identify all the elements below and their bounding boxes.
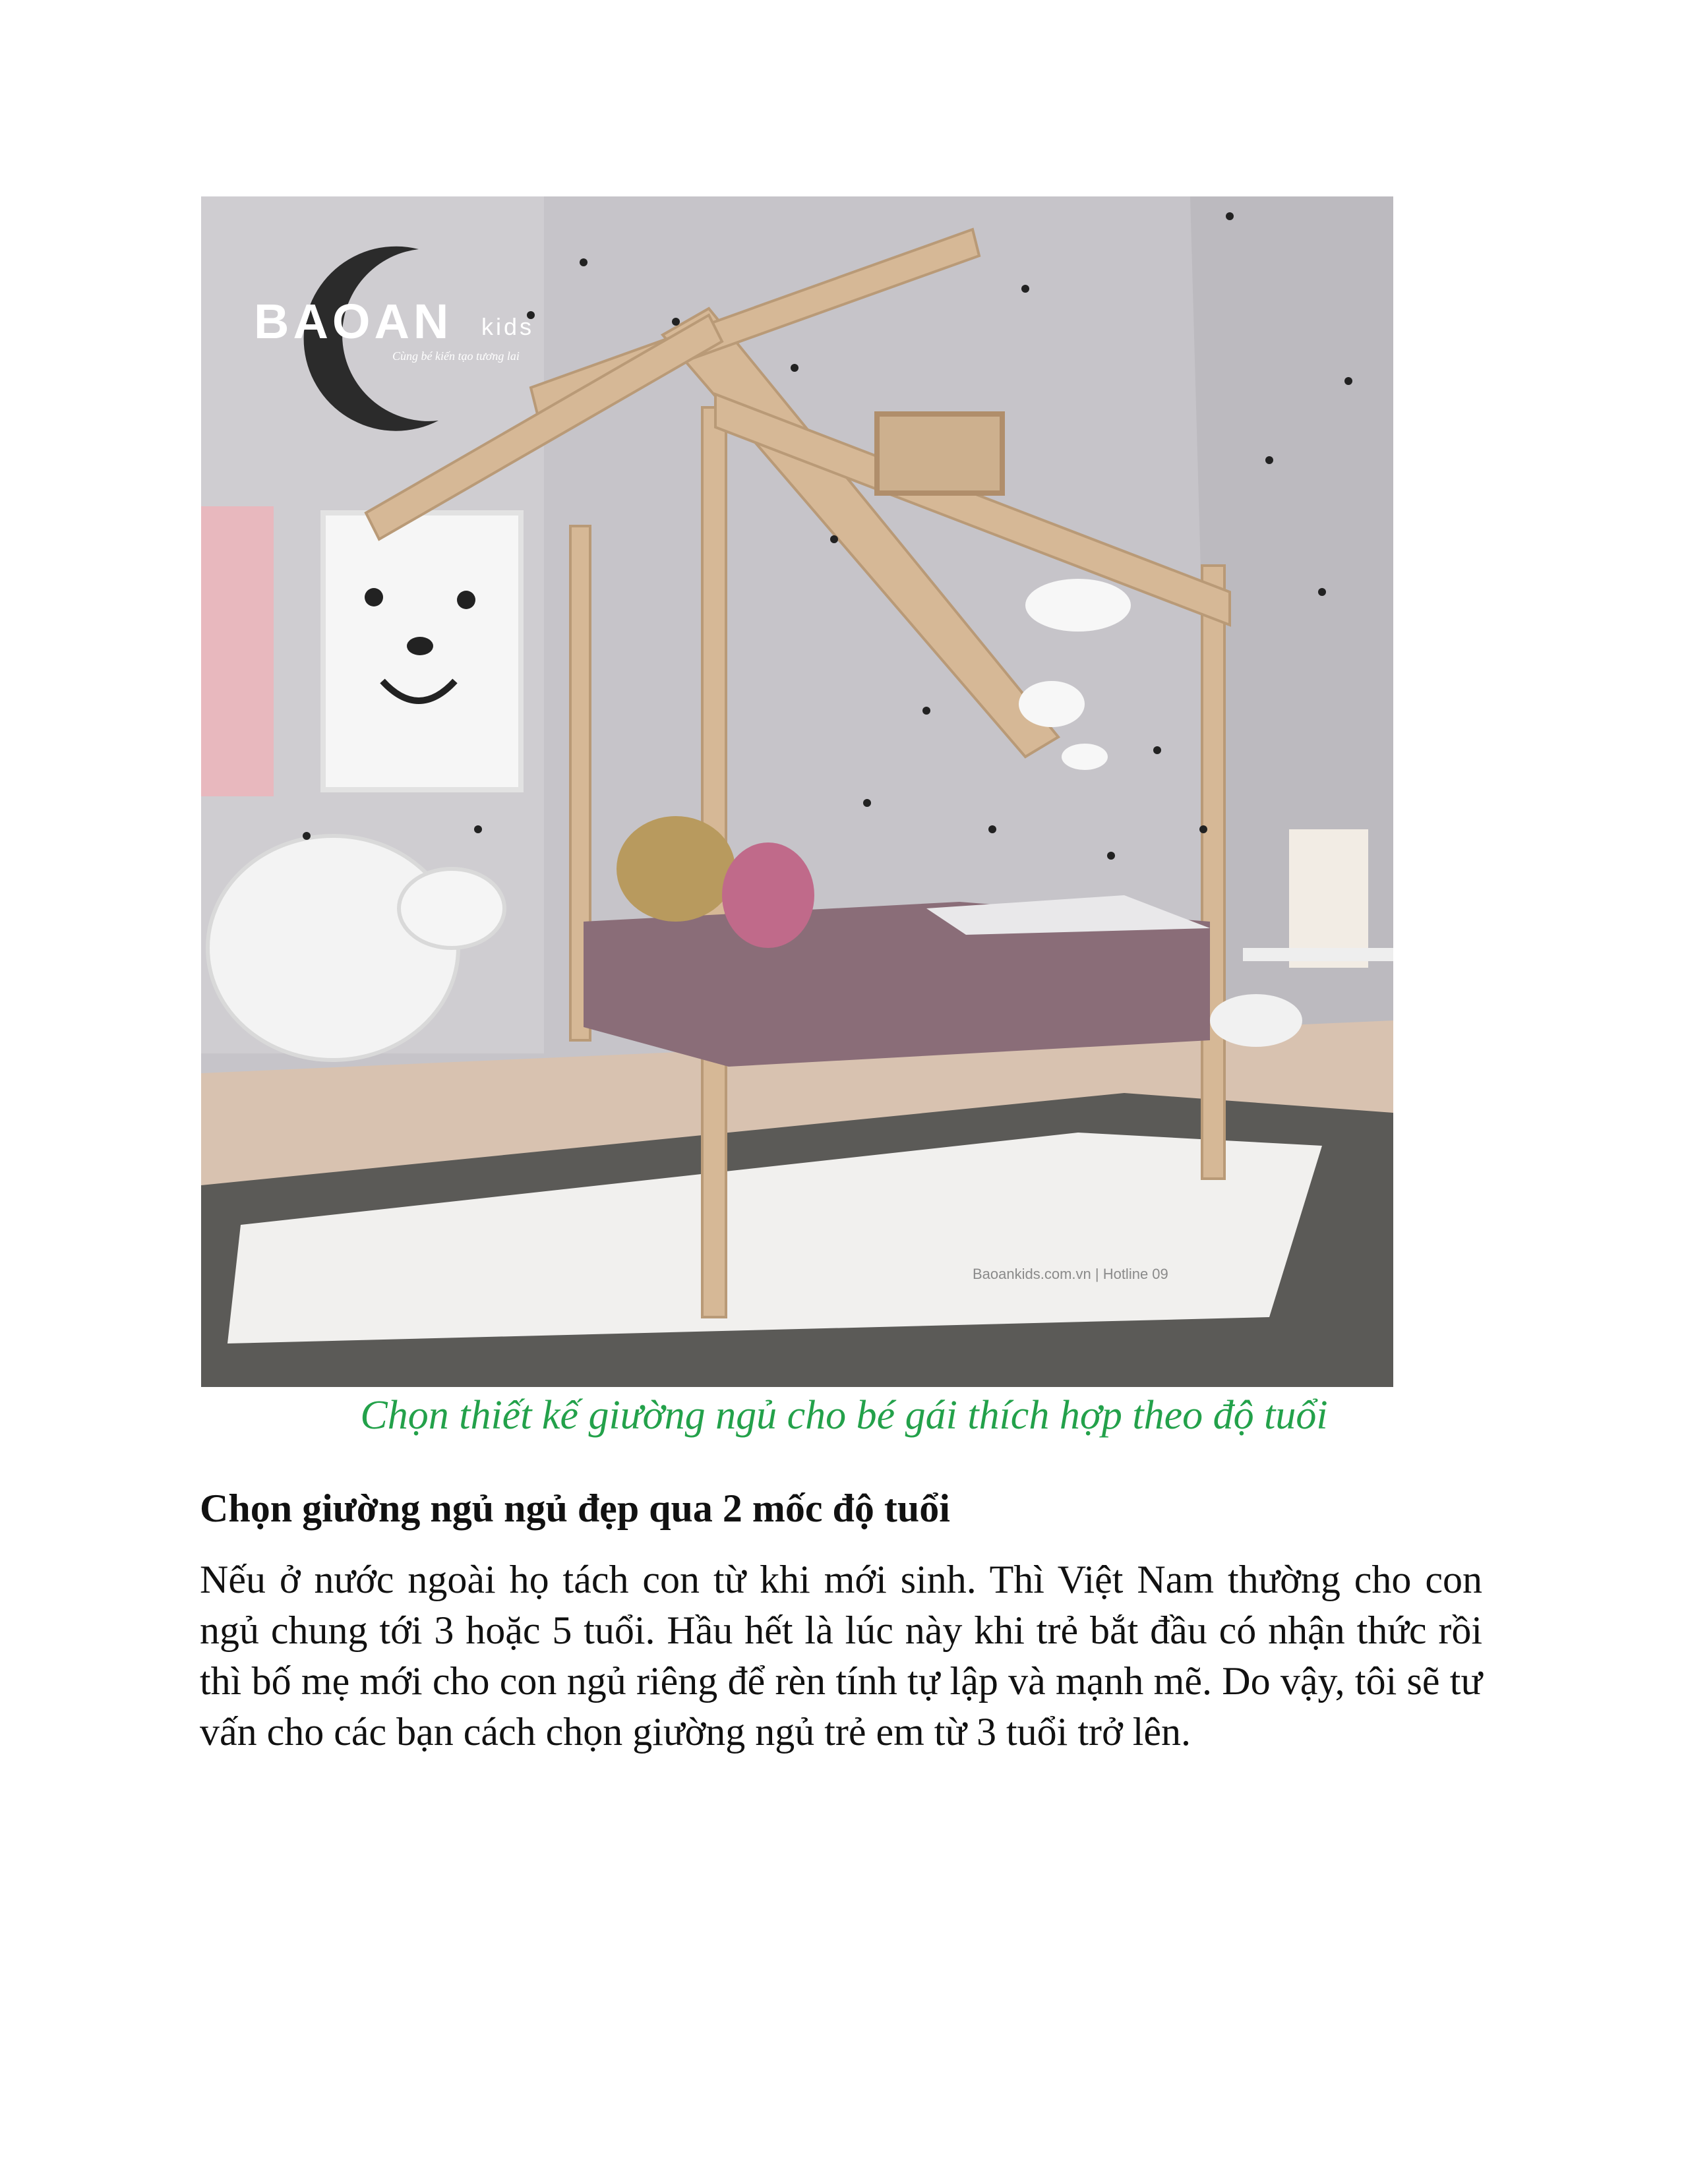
logo-wordmark: BAOAN: [254, 294, 453, 349]
logo-suffix: kids: [481, 313, 535, 340]
figure-caption: Chọn thiết kế giường ngủ cho bé gái thích hợp theo độ tuổi: [360, 1393, 1328, 1438]
watermark-text: Baoankids.com.vn | Hotline 09: [973, 1266, 1168, 1282]
logo-tagline: Cùng bé kiến tạo tương lai: [392, 349, 520, 363]
body-paragraph: Nếu ở nước ngoài họ tách con từ khi mới sinh. Thì Việt Nam thường cho con ngủ chung tới 3 hoặc 5 tuổi. Hầu hết là lúc này khi trẻ bắt đầu có nhận thức rồi thì bố mẹ mới cho con ngủ riêng để rèn tính tự lập và mạnh mẽ. Do vậy, tôi sẽ tư vấn cho các bạn cách chọn giường ngủ trẻ em từ 3 tuổi trở lên.: [200, 1558, 1482, 1754]
section-heading: Chọn giường ngủ ngủ đẹp qua 2 mốc độ tuổi: [200, 1487, 950, 1530]
bedroom-photo: [201, 196, 1393, 1387]
